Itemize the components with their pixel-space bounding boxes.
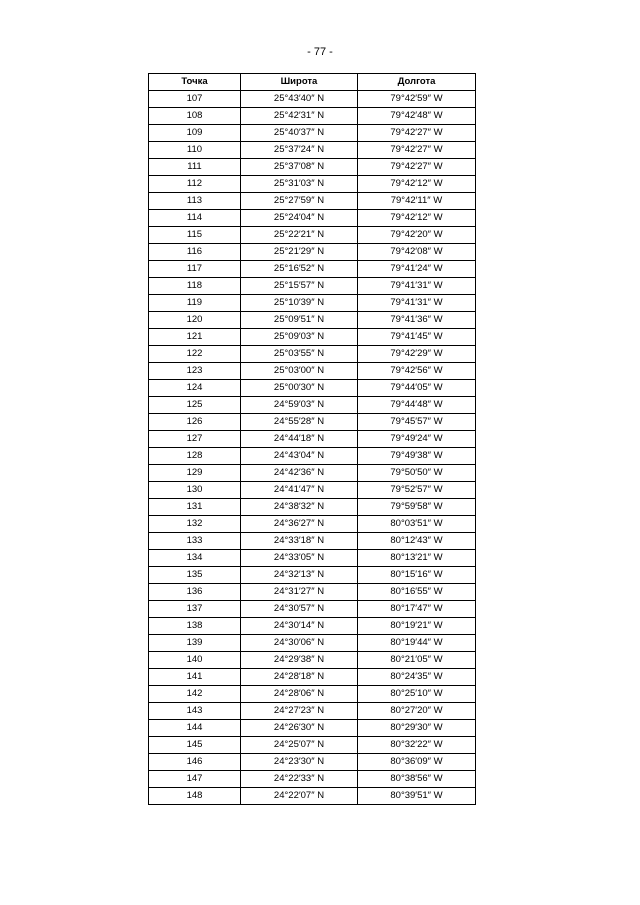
longitude-cell: 79°44′48″ W: [358, 397, 476, 414]
table-row: [149, 329, 476, 346]
point-cell: 110: [149, 142, 241, 159]
latitude-cell: 24°36′27″ N: [241, 516, 358, 533]
point-cell: 132: [149, 516, 241, 533]
longitude-cell: 79°41′45″ W: [358, 329, 476, 346]
point-cell: 130: [149, 482, 241, 499]
latitude-cell: 25°09′03″ N: [241, 329, 358, 346]
latitude-cell: 24°42′36″ N: [241, 465, 358, 482]
table-row: [149, 397, 476, 414]
table-row: [149, 465, 476, 482]
point-cell: 140: [149, 652, 241, 669]
latitude-cell: 24°30′57″ N: [241, 601, 358, 618]
table-row: [149, 363, 476, 380]
point-cell: 139: [149, 635, 241, 652]
latitude-cell: 24°30′14″ N: [241, 618, 358, 635]
latitude-cell: 24°55′28″ N: [241, 414, 358, 431]
point-cell: 143: [149, 703, 241, 720]
point-cell: 135: [149, 567, 241, 584]
table-row: [149, 567, 476, 584]
latitude-cell: 24°31′27″ N: [241, 584, 358, 601]
latitude-cell: 25°24′04″ N: [241, 210, 358, 227]
table-row: [149, 635, 476, 652]
longitude-cell: 80°19′44″ W: [358, 635, 476, 652]
table-row: [149, 261, 476, 278]
longitude-cell: 79°52′57″ W: [358, 482, 476, 499]
latitude-cell: 25°15′57″ N: [241, 278, 358, 295]
longitude-cell: 79°41′24″ W: [358, 261, 476, 278]
point-cell: 109: [149, 125, 241, 142]
point-cell: 107: [149, 91, 241, 108]
longitude-cell: 80°24′35″ W: [358, 669, 476, 686]
point-cell: 120: [149, 312, 241, 329]
latitude-cell: 25°43′40″ N: [241, 91, 358, 108]
header-point: Точка: [149, 74, 241, 91]
table-row: [149, 312, 476, 329]
point-cell: 134: [149, 550, 241, 567]
longitude-cell: 79°41′31″ W: [358, 278, 476, 295]
point-cell: 127: [149, 431, 241, 448]
longitude-cell: 79°49′38″ W: [358, 448, 476, 465]
coordinates-table: [148, 73, 476, 805]
latitude-cell: 24°38′32″ N: [241, 499, 358, 516]
longitude-cell: 80°03′51″ W: [358, 516, 476, 533]
latitude-cell: 24°23′30″ N: [241, 754, 358, 771]
point-cell: 138: [149, 618, 241, 635]
latitude-cell: 24°59′03″ N: [241, 397, 358, 414]
point-cell: 141: [149, 669, 241, 686]
table-row: [149, 176, 476, 193]
point-cell: 125: [149, 397, 241, 414]
latitude-cell: 25°27′59″ N: [241, 193, 358, 210]
point-cell: 117: [149, 261, 241, 278]
table-row: [149, 788, 476, 805]
table-row: [149, 669, 476, 686]
table-row: [149, 533, 476, 550]
latitude-cell: 24°27′23″ N: [241, 703, 358, 720]
table-row: [149, 295, 476, 312]
longitude-cell: 80°21′05″ W: [358, 652, 476, 669]
longitude-cell: 79°42′20″ W: [358, 227, 476, 244]
latitude-cell: 25°03′00″ N: [241, 363, 358, 380]
latitude-cell: 25°21′29″ N: [241, 244, 358, 261]
table-row: [149, 108, 476, 125]
point-cell: 126: [149, 414, 241, 431]
longitude-cell: 80°15′16″ W: [358, 567, 476, 584]
point-cell: 131: [149, 499, 241, 516]
latitude-cell: 25°37′08″ N: [241, 159, 358, 176]
latitude-cell: 25°22′21″ N: [241, 227, 358, 244]
longitude-cell: 80°32′22″ W: [358, 737, 476, 754]
point-cell: 123: [149, 363, 241, 380]
table-row: [149, 703, 476, 720]
latitude-cell: 24°33′18″ N: [241, 533, 358, 550]
longitude-cell: 79°42′27″ W: [358, 159, 476, 176]
longitude-cell: 80°12′43″ W: [358, 533, 476, 550]
latitude-cell: 25°31′03″ N: [241, 176, 358, 193]
table-row: [149, 584, 476, 601]
latitude-cell: 25°09′51″ N: [241, 312, 358, 329]
latitude-cell: 25°03′55″ N: [241, 346, 358, 363]
longitude-cell: 79°45′57″ W: [358, 414, 476, 431]
longitude-cell: 80°29′30″ W: [358, 720, 476, 737]
latitude-cell: 24°29′38″ N: [241, 652, 358, 669]
longitude-cell: 80°39′51″ W: [358, 788, 476, 805]
point-cell: 118: [149, 278, 241, 295]
longitude-cell: 79°42′11″ W: [358, 193, 476, 210]
point-cell: 137: [149, 601, 241, 618]
longitude-cell: 80°13′21″ W: [358, 550, 476, 567]
table-row: [149, 618, 476, 635]
point-cell: 124: [149, 380, 241, 397]
longitude-cell: 79°42′56″ W: [358, 363, 476, 380]
table-row: [149, 278, 476, 295]
longitude-cell: 80°38′56″ W: [358, 771, 476, 788]
table-row: [149, 125, 476, 142]
longitude-cell: 80°25′10″ W: [358, 686, 476, 703]
longitude-cell: 79°42′27″ W: [358, 125, 476, 142]
table-row: [149, 380, 476, 397]
longitude-cell: 79°59′58″ W: [358, 499, 476, 516]
table-row: [149, 448, 476, 465]
latitude-cell: 25°40′37″ N: [241, 125, 358, 142]
longitude-cell: 79°42′08″ W: [358, 244, 476, 261]
point-cell: 113: [149, 193, 241, 210]
table-row: [149, 499, 476, 516]
longitude-cell: 80°16′55″ W: [358, 584, 476, 601]
point-cell: 128: [149, 448, 241, 465]
point-cell: 111: [149, 159, 241, 176]
table-body: [149, 91, 476, 805]
latitude-cell: 25°37′24″ N: [241, 142, 358, 159]
latitude-cell: 25°42′31″ N: [241, 108, 358, 125]
table-row: [149, 193, 476, 210]
longitude-cell: 79°42′12″ W: [358, 210, 476, 227]
longitude-cell: 79°49′24″ W: [358, 431, 476, 448]
point-cell: 148: [149, 788, 241, 805]
page-number: - 77 -: [307, 46, 333, 58]
point-cell: 136: [149, 584, 241, 601]
longitude-cell: 80°27′20″ W: [358, 703, 476, 720]
table-row: [149, 142, 476, 159]
longitude-cell: 79°41′31″ W: [358, 295, 476, 312]
point-cell: 144: [149, 720, 241, 737]
longitude-cell: 79°41′36″ W: [358, 312, 476, 329]
latitude-cell: 24°44′18″ N: [241, 431, 358, 448]
point-cell: 119: [149, 295, 241, 312]
point-cell: 112: [149, 176, 241, 193]
table-row: [149, 346, 476, 363]
longitude-cell: 79°50′50″ W: [358, 465, 476, 482]
table-row: [149, 91, 476, 108]
table-row: [149, 431, 476, 448]
latitude-cell: 24°25′07″ N: [241, 737, 358, 754]
table-row: [149, 720, 476, 737]
longitude-cell: 79°44′05″ W: [358, 380, 476, 397]
header-latitude: Широта: [241, 74, 358, 91]
longitude-cell: 79°42′29″ W: [358, 346, 476, 363]
latitude-cell: 25°16′52″ N: [241, 261, 358, 278]
latitude-cell: 24°26′30″ N: [241, 720, 358, 737]
point-cell: 146: [149, 754, 241, 771]
table-row: [149, 516, 476, 533]
longitude-cell: 79°42′48″ W: [358, 108, 476, 125]
latitude-cell: 25°10′39″ N: [241, 295, 358, 312]
latitude-cell: 24°41′47″ N: [241, 482, 358, 499]
point-cell: 142: [149, 686, 241, 703]
point-cell: 129: [149, 465, 241, 482]
table-row: [149, 550, 476, 567]
header-longitude: Долгота: [358, 74, 476, 91]
point-cell: 121: [149, 329, 241, 346]
table-row: [149, 227, 476, 244]
table-row: [149, 601, 476, 618]
longitude-cell: 79°42′27″ W: [358, 142, 476, 159]
point-cell: 116: [149, 244, 241, 261]
table-row: [149, 652, 476, 669]
point-cell: 122: [149, 346, 241, 363]
point-cell: 133: [149, 533, 241, 550]
point-cell: 108: [149, 108, 241, 125]
longitude-cell: 79°42′12″ W: [358, 176, 476, 193]
latitude-cell: 24°22′07″ N: [241, 788, 358, 805]
latitude-cell: 24°33′05″ N: [241, 550, 358, 567]
latitude-cell: 24°28′18″ N: [241, 669, 358, 686]
latitude-cell: 24°43′04″ N: [241, 448, 358, 465]
table-row: [149, 244, 476, 261]
longitude-cell: 80°19′21″ W: [358, 618, 476, 635]
latitude-cell: 24°32′13″ N: [241, 567, 358, 584]
table-row: [149, 414, 476, 431]
longitude-cell: 80°36′09″ W: [358, 754, 476, 771]
latitude-cell: 24°28′06″ N: [241, 686, 358, 703]
point-cell: 114: [149, 210, 241, 227]
table-row: [149, 159, 476, 176]
table-row: [149, 737, 476, 754]
point-cell: 147: [149, 771, 241, 788]
table-row: [149, 754, 476, 771]
longitude-cell: 80°17′47″ W: [358, 601, 476, 618]
latitude-cell: 25°00′30″ N: [241, 380, 358, 397]
table-row: [149, 686, 476, 703]
table-row: [149, 771, 476, 788]
point-cell: 115: [149, 227, 241, 244]
table-row: [149, 482, 476, 499]
table-row: [149, 210, 476, 227]
table-header-row: [149, 74, 476, 91]
latitude-cell: 24°30′06″ N: [241, 635, 358, 652]
longitude-cell: 79°42′59″ W: [358, 91, 476, 108]
latitude-cell: 24°22′33″ N: [241, 771, 358, 788]
point-cell: 145: [149, 737, 241, 754]
